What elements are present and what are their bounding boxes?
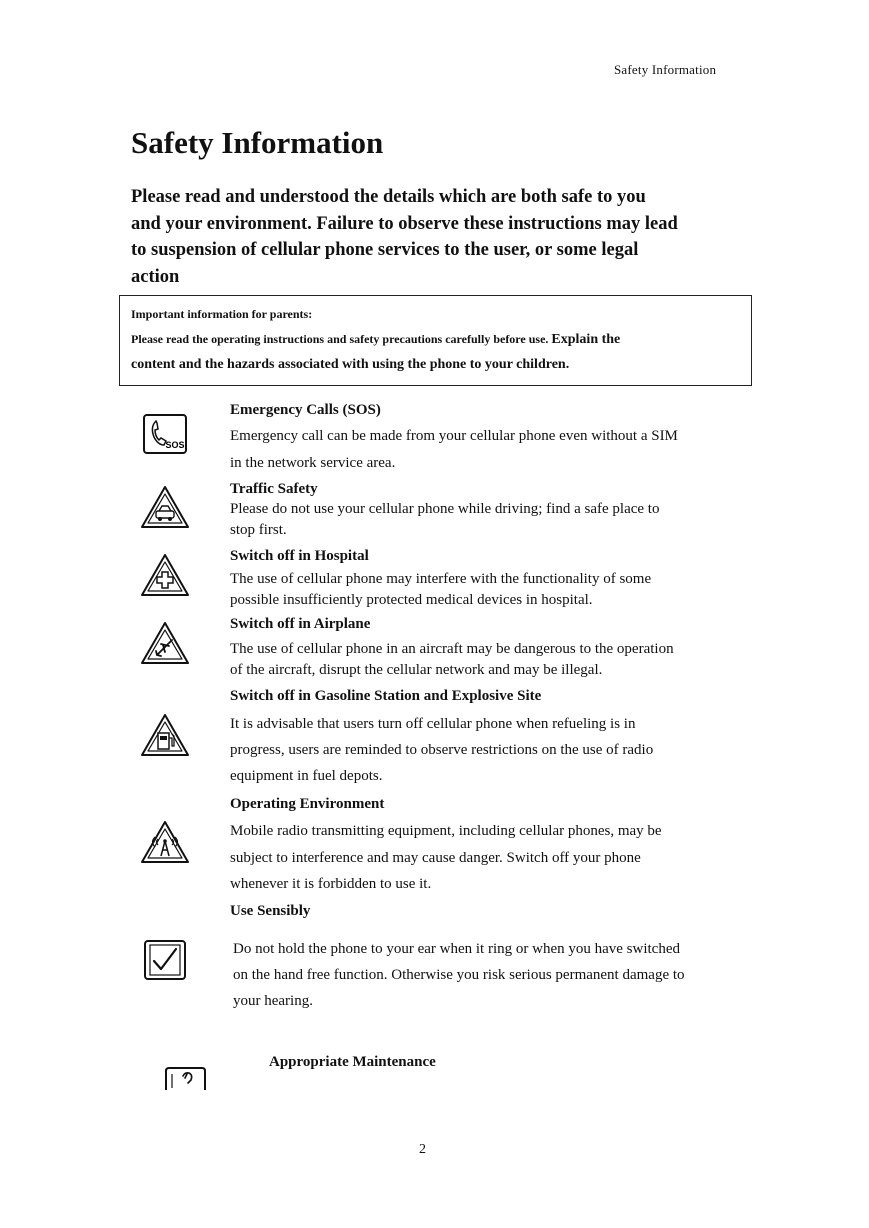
section-traffic-safety: [230, 480, 760, 541]
page-number: 2: [419, 1142, 426, 1157]
section-heading: Switch off in Hospital: [230, 548, 369, 564]
section-line: Emergency call can be made from your cellular phone even without a SIM: [230, 428, 678, 444]
section-line: possible insufficiently protected medical devices in hospital.: [230, 592, 593, 608]
section-airplane: [230, 614, 760, 681]
radio-tower-icon: [139, 819, 191, 865]
intro-line: and your environment. Failure to observe these instructions may lead: [131, 213, 678, 234]
parents-box-line: Please read the operating instructions and safety precautions carefully before use.: [131, 332, 549, 346]
page-title: Safety Information: [131, 125, 384, 160]
section-line: Please do not use your cellular phone while driving; find a safe place to: [230, 501, 660, 517]
section-line: Do not hold the phone to your ear when it ring or when you have switched: [233, 941, 680, 957]
sos-call-icon: [142, 413, 188, 455]
section-line: progress, users are reminded to observe restrictions on the use of radio: [230, 742, 654, 758]
hospital-cross-icon: [139, 552, 191, 598]
parents-box-body: [131, 327, 741, 377]
section-line: It is advisable that users turn off cellular phone when refueling is in: [230, 716, 636, 732]
maintenance-icon: [164, 1066, 208, 1090]
parents-info-box: [119, 295, 752, 386]
section-hospital: [230, 546, 760, 611]
section-heading: Use Sensibly: [230, 903, 311, 919]
intro-line: Please read and understood the details which are both safe to you: [131, 187, 646, 207]
section-line: stop first.: [230, 522, 287, 538]
section-line: whenever it is forbidden to use it.: [230, 876, 432, 892]
section-line: your hearing.: [233, 993, 313, 1009]
parents-box-line: content and the hazards associated with using the phone to your children.: [131, 357, 570, 372]
section-appropriate-maintenance: [269, 1052, 799, 1072]
section-emergency-calls: [230, 400, 760, 477]
section-heading: Switch off in Airplane: [230, 616, 371, 632]
section-line: of the aircraft, disrupt the cellular network and may be illegal.: [230, 662, 603, 678]
section-heading: Operating Environment: [230, 796, 385, 812]
airplane-icon: [139, 620, 191, 666]
section-gasoline-station: [230, 686, 760, 789]
section-line: The use of cellular phone may interfere with the functionality of some: [230, 571, 652, 587]
section-heading: Switch off in Gasoline Station and Explosive Site: [230, 688, 542, 704]
traffic-car-icon: [139, 484, 191, 530]
section-heading: Appropriate Maintenance: [269, 1054, 436, 1070]
checkmark-icon: [143, 939, 187, 981]
section-use-sensibly: [230, 901, 760, 1014]
intro-line: to suspension of cellular phone services to the user, or some legal: [131, 240, 639, 260]
section-heading: Traffic Safety: [230, 481, 318, 497]
section-line: on the hand free function. Otherwise you risk serious permanent damage to: [233, 967, 685, 983]
section-operating-environment: [230, 794, 760, 898]
sos-label: SOS: [165, 440, 185, 450]
section-line: subject to interference and may cause danger. Switch off your phone: [230, 849, 641, 866]
section-line: Mobile radio transmitting equipment, including cellular phones, may be: [230, 823, 662, 839]
section-line: The use of cellular phone in an aircraft may be dangerous to the operation: [230, 641, 674, 657]
section-line: in the network service area.: [230, 455, 396, 471]
intro-line: action: [131, 266, 180, 287]
intro-paragraph: [131, 184, 743, 290]
section-line: equipment in fuel depots.: [230, 768, 383, 784]
parents-box-title: Important information for parents:: [131, 307, 313, 321]
running-header: Safety Information: [614, 62, 717, 77]
section-heading: Emergency Calls (SOS): [230, 402, 381, 418]
fuel-pump-icon: [139, 712, 191, 758]
parents-box-line-tail: Explain the: [551, 332, 621, 347]
